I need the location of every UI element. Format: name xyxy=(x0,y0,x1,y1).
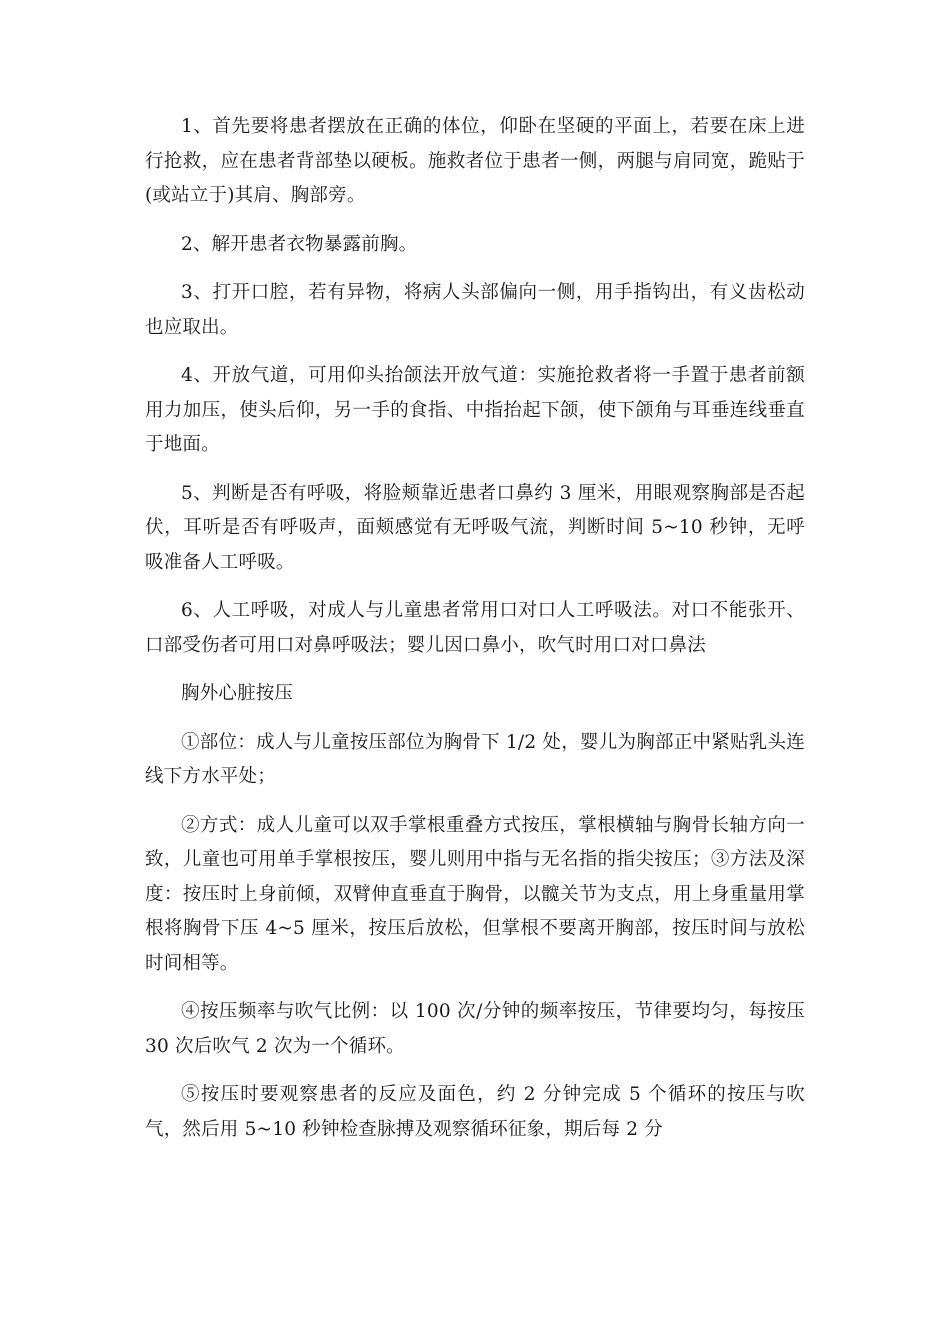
paragraph-step-1: 1、首先要将患者摆放在正确的体位，仰卧在坚硬的平面上，若要在床上进行抢救，应在患者背部垫以硬板。施救者位于患者一侧，两腿与肩同宽，跪贴于(或站立于)其肩、胸部旁。 xyxy=(145,116,805,206)
paragraph-step-5: 5、判断是否有呼吸，将脸颊靠近患者口鼻约 3 厘米，用眼观察胸部是否起伏，耳听是否有呼吸声，面颊感觉有无呼吸气流，判断时间 5~10 秒钟，无呼吸准备人工呼吸。 xyxy=(145,482,805,573)
paragraph-step-4: 4、开放气道，可用仰头抬颌法开放气道：实施抢救者将一手置于患者前额用力加压，使头后仰，另一手的食指、中指抬起下颌，使下颌角与耳垂连线垂直于地面。 xyxy=(145,365,805,455)
paragraph-compression-rate: ④按压频率与吹气比例：以 100 次/分钟的频率按压，节律要均匀，每按压 30 次后吹气 2 次为一个循环。 xyxy=(145,1001,805,1057)
paragraph-step-6: 6、人工呼吸，对成人与儿童患者常用口对口人工呼吸法。对口不能张开、口部受伤者可用口对鼻呼吸法；婴儿因口鼻小，吹气时用口对口鼻法 xyxy=(145,600,805,656)
paragraph-compression-observation: ⑤按压时要观察患者的反应及面色，约 2 分钟完成 5 个循环的按压与吹气，然后用 5~10 秒钟检查脉搏及观察循环征象，期后每 2 分 xyxy=(145,1084,805,1140)
document-body xyxy=(145,110,805,1161)
paragraph-compression-method: ②方式：成人儿童可以双手掌根重叠方式按压，掌根横轴与胸骨长轴方向一致，儿童也可用单手掌根按压，婴儿则用中指与无名指的指尖按压；③方法及深度：按压时上身前倾，双臂伸直垂直于胸骨，以髋关节为支点，用上身重量用掌根将胸骨下压 4~5 厘米，按压后放松，但掌根不要离开胸部，按压时间与放松时间相等。 xyxy=(145,814,805,974)
section-heading-chest-compression: 胸外心脏按压 xyxy=(181,683,294,704)
paragraph-step-3: 3、打开口腔，若有异物，将病人头部偏向一侧，用手指钩出，有义齿松动也应取出。 xyxy=(145,282,805,338)
paragraph-step-2: 2、解开患者衣物暴露前胸。 xyxy=(181,233,418,255)
paragraph-compression-position: ①部位：成人与儿童按压部位为胸骨下 1/2 处，婴儿为胸部正中紧贴乳头连线下方水平处； xyxy=(145,731,805,787)
